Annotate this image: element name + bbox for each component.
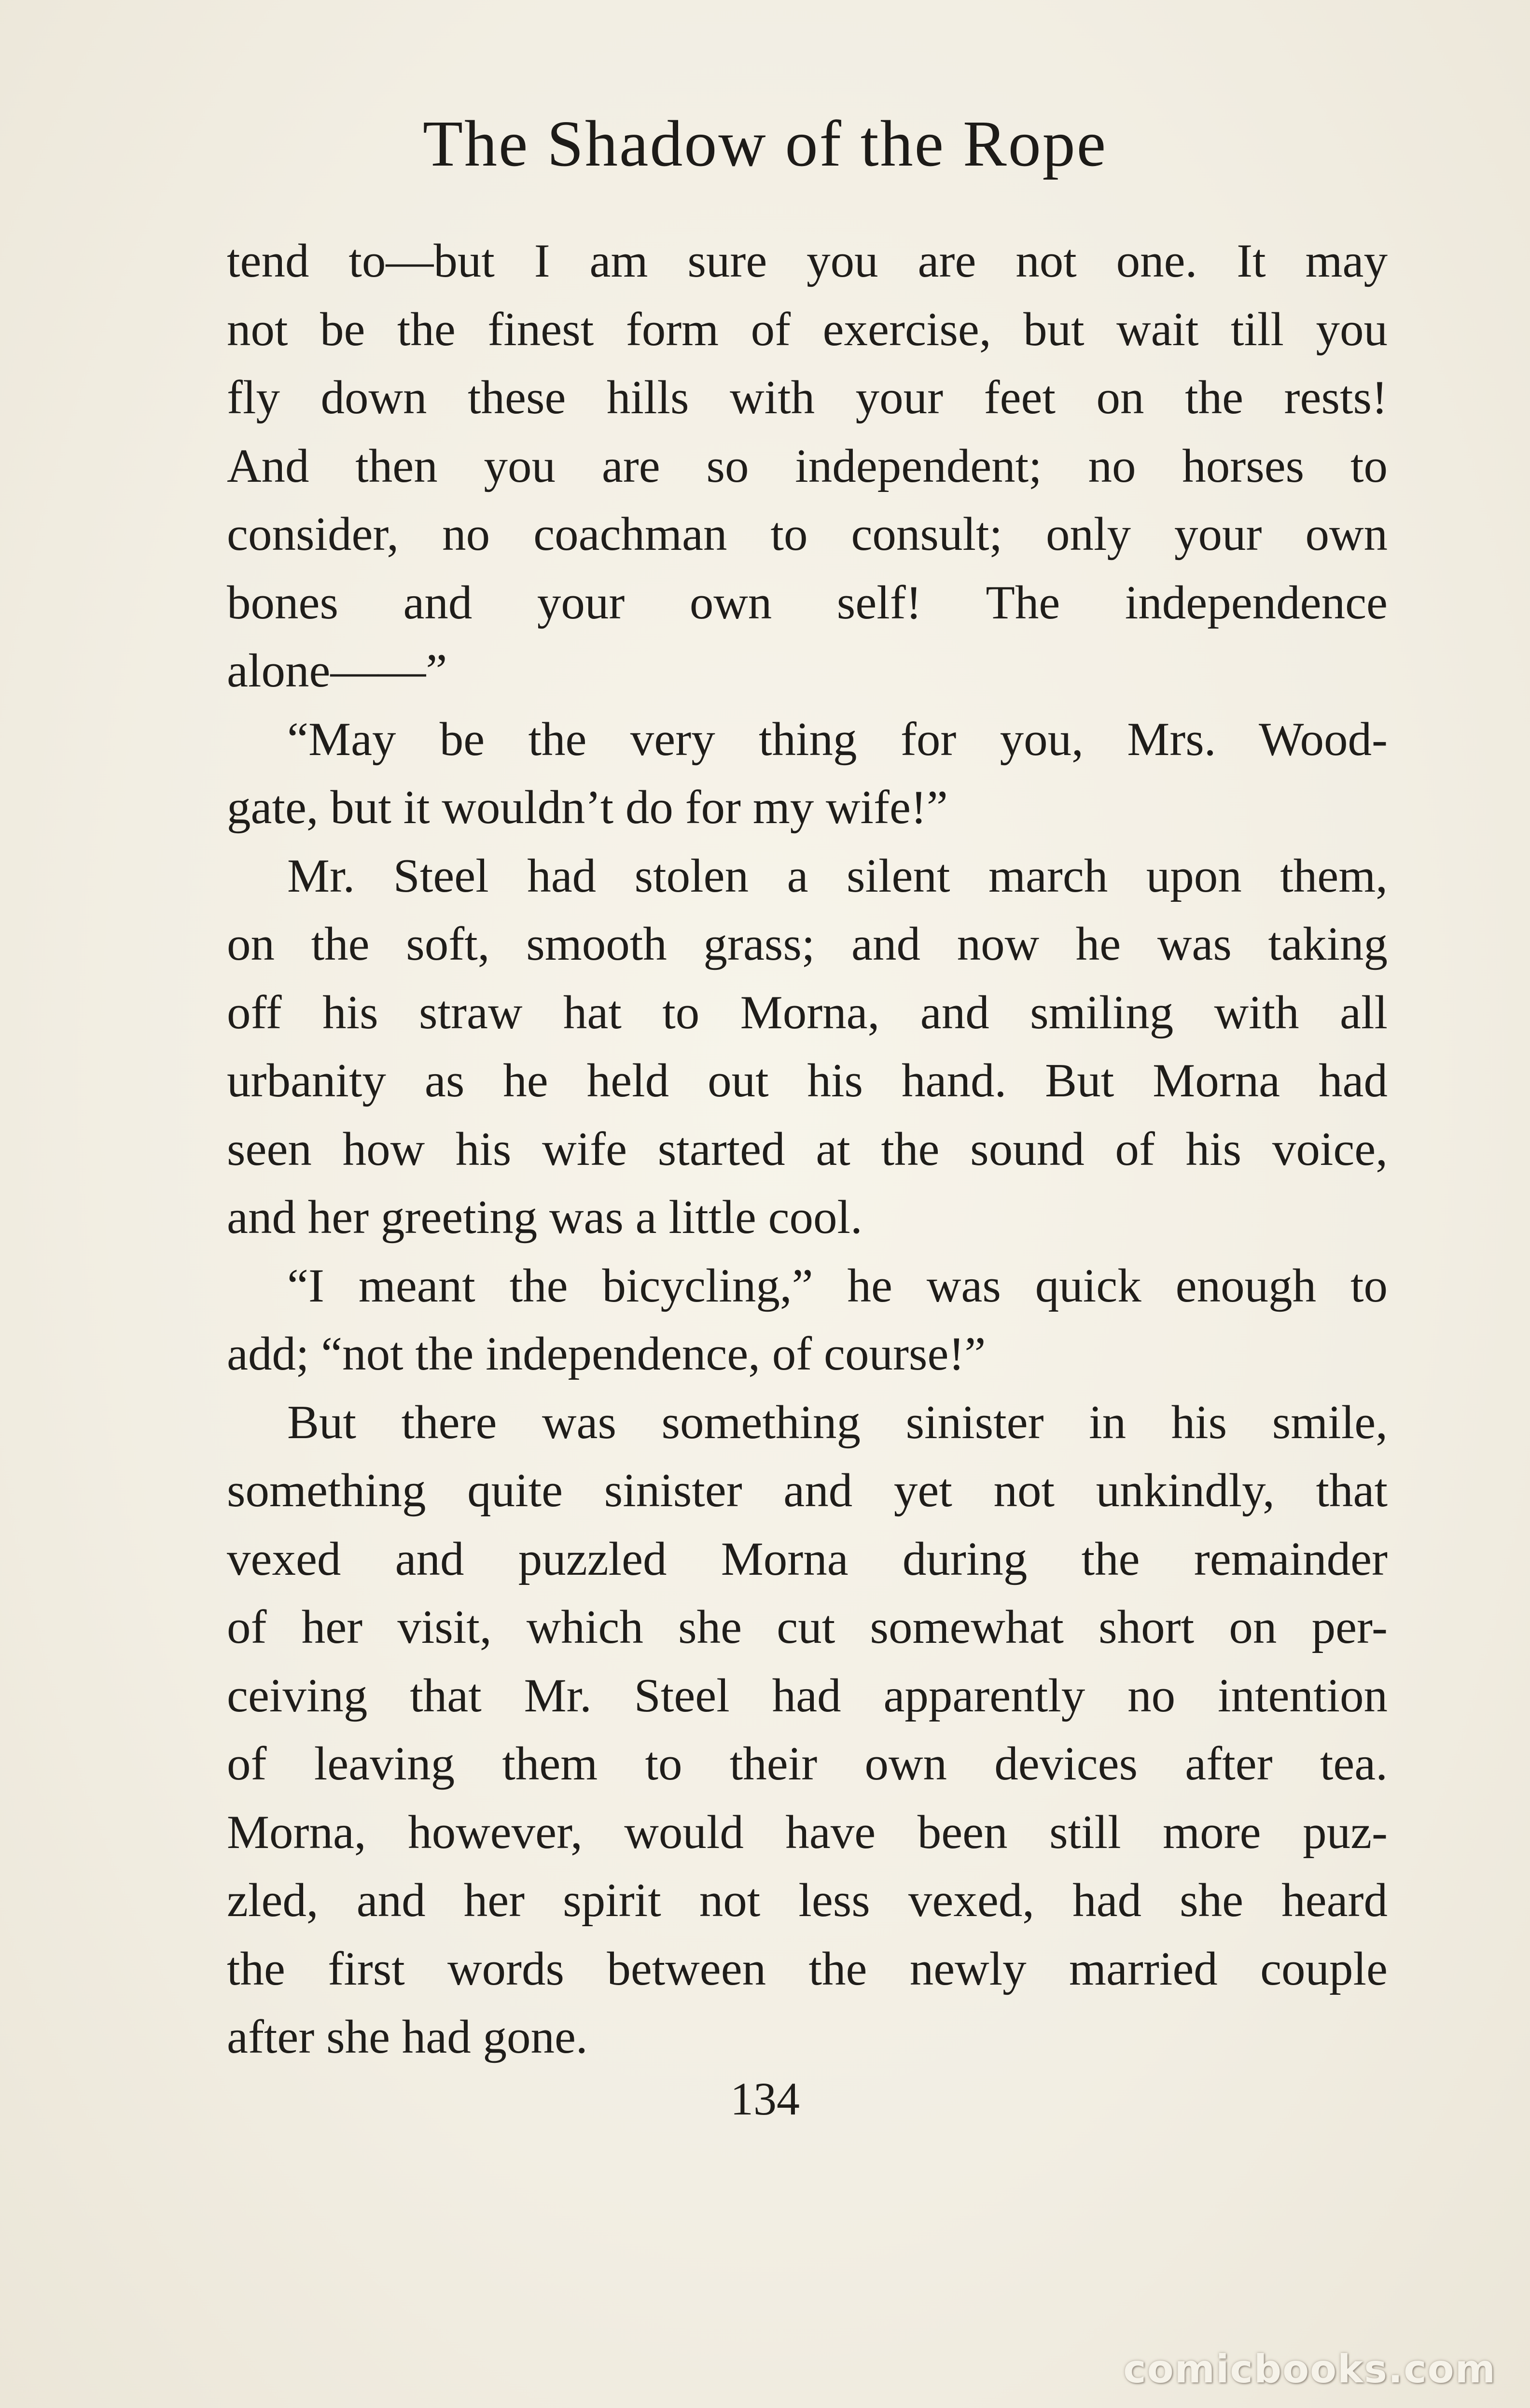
text-line: off his straw hat to Morna, and smiling with all <box>227 986 1388 1039</box>
text-line: fly down these hills with your feet on the rests! <box>227 371 1388 424</box>
text-line: after she had gone. <box>227 2011 588 2063</box>
text-line: bones and your own self! The independence <box>227 576 1388 629</box>
body-text <box>227 227 1388 2072</box>
text-line: urbanity as he held out his hand. But Morna had <box>227 1054 1388 1107</box>
text-line: ceiving that Mr. Steel had apparently no intention <box>227 1669 1388 1722</box>
text-line: not be the finest form of exercise, but wait till you <box>227 303 1388 356</box>
text-line: consider, no coachman to consult; only your own <box>227 508 1388 560</box>
text-line: add; “not the independence, of course!” <box>227 1328 986 1380</box>
text-line: zled, and her spirit not less vexed, had she heard <box>227 1874 1388 1927</box>
text-line: on the soft, smooth grass; and now he was taking <box>227 918 1388 970</box>
text-line: And then you are so independent; no horses to <box>227 439 1388 492</box>
text-line: But there was something sinister in his smile, <box>287 1396 1388 1449</box>
watermark: comicbooks.com <box>1123 2347 1496 2392</box>
text-line: tend to—but I am sure you are not one. It may <box>227 235 1388 287</box>
page-number: 134 <box>730 2073 800 2125</box>
text-line: Morna, however, would have been still more puz- <box>227 1806 1388 1859</box>
text-line: of her visit, which she cut somewhat short on per- <box>227 1601 1388 1653</box>
text-line: vexed and puzzled Morna during the remainder <box>227 1532 1388 1585</box>
text-line: of leaving them to their own devices after tea. <box>227 1737 1388 1790</box>
text-line: Mr. Steel had stolen a silent march upon them, <box>287 849 1388 902</box>
text-line: alone——” <box>227 644 447 697</box>
text-line: and her greeting was a little cool. <box>227 1191 862 1244</box>
text-line: gate, but it wouldn’t do for my wife!” <box>227 781 948 834</box>
running-head: The Shadow of the Rope <box>422 108 1108 180</box>
text-line: something quite sinister and yet not unkindly, that <box>227 1464 1388 1517</box>
text-line: “May be the very thing for you, Mrs. Wood- <box>287 713 1388 766</box>
text-line: the first words between the newly married couple <box>227 1942 1388 1995</box>
text-line: seen how his wife started at the sound of his voice, <box>227 1122 1388 1176</box>
text-line: “I meant the bicycling,” he was quick enough to <box>287 1259 1388 1312</box>
